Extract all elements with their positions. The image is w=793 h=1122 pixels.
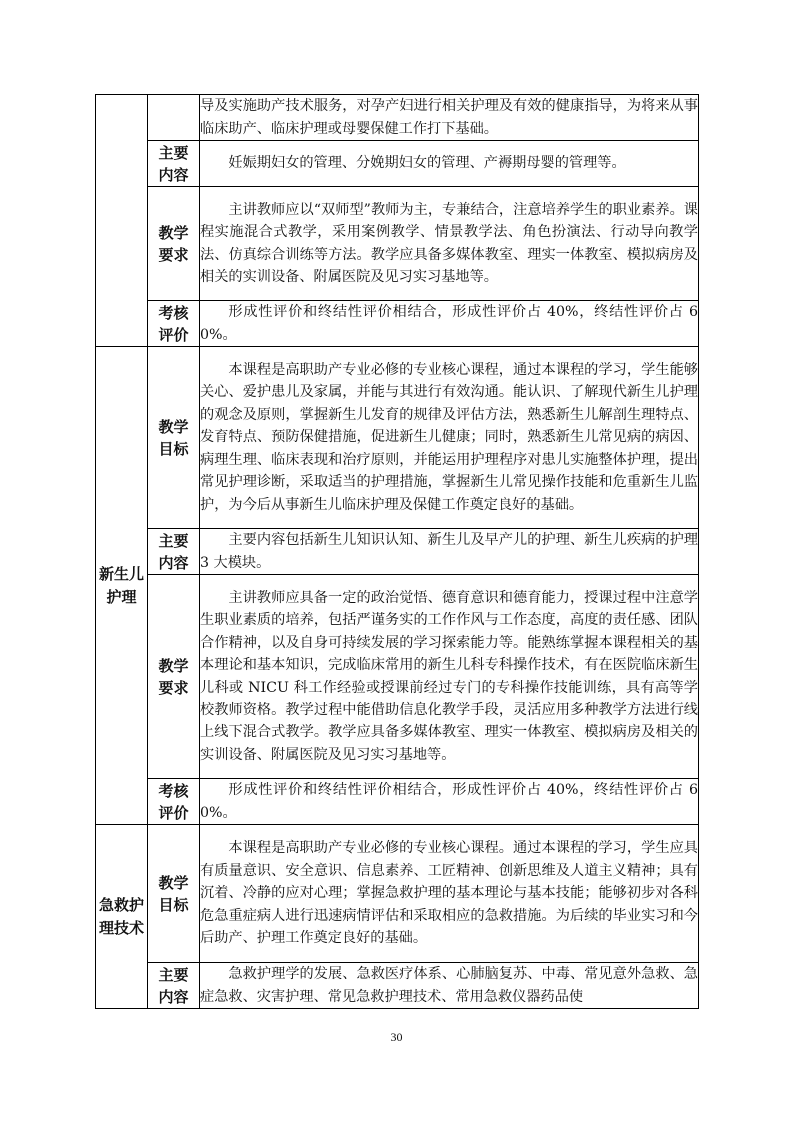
content-cell bbox=[200, 825, 699, 963]
aspect-cell bbox=[148, 825, 200, 963]
content-text: 妊娠期妇女的管理、分娩期妇女的管理、产褥期母婴的管理等。 bbox=[228, 155, 626, 172]
aspect-label: 教学 bbox=[158, 656, 189, 675]
aspect-label: 内容 bbox=[158, 553, 189, 572]
aspect-cell bbox=[148, 529, 200, 575]
aspect-label: 目标 bbox=[158, 439, 189, 458]
content-text: 主要内容包括新生儿知识认知、新生儿及早产儿的护理、新生儿疾病的护理 3 大模块。 bbox=[200, 532, 698, 571]
table-row bbox=[96, 575, 699, 779]
content-text: 主讲教师应具备一定的政治觉悟、德育意识和德育能力，授课过程中注意学生职业素质的培养，包括严谨务实的工作作风与工作态度，高度的责任感、团队合作精神，以及自身可持续发展的学习探索能力等。能熟练掌握本课程相关的基本理论和基本知识，完成临床常用的新生儿科专科操作技术，有在医院临床新生儿科或 NICU 科工作经验或授课前经过专门的专科操作技能训练，具有高等学校教师资格。教学过程中能借助信息化教学手段，灵活应用多种教学方法进行线上线下混合式教学。教学应具备多媒体教室、理实一体教室、模拟病房及相关的实训设备、附属医院及见习实习基地等。 bbox=[200, 589, 698, 763]
content-text: 形成性评价和终结性评价相结合，形成性评价占 40%，终结性评价占 60%。 bbox=[200, 782, 698, 821]
aspect-cell bbox=[148, 141, 200, 187]
page-number: 30 bbox=[390, 1030, 403, 1044]
course-name-cell bbox=[96, 95, 148, 347]
content-text: 本课程是高职助产专业必修的专业核心课程。通过本课程的学习，学生应具有质量意识、安全意识、信息素养、工匠精神、创新思维及人道主义精神；具有沉着、冷静的应对心理；掌握急救护理的基本理论与基本技能；能够初步对各科危急重症病人进行迅速病情评估和采取相应的急救措施。为后续的毕业实习和今后助产、护理工作奠定良好的基础。 bbox=[200, 840, 698, 947]
table-row bbox=[96, 825, 699, 963]
table-row bbox=[96, 529, 699, 575]
aspect-label: 教学 bbox=[158, 223, 189, 242]
table-row bbox=[96, 141, 699, 187]
content-cell bbox=[200, 187, 699, 301]
content-cell bbox=[200, 95, 699, 141]
content-text: 导及实施助产技术服务，对孕产妇进行相关护理及有效的健康指导，为将来从事临床助产、临床护理或母婴保健工作打下基础。 bbox=[200, 98, 698, 137]
content-cell bbox=[200, 575, 699, 779]
table-row bbox=[96, 187, 699, 301]
aspect-label: 主要 bbox=[158, 143, 189, 162]
aspect-label: 评价 bbox=[158, 325, 189, 344]
aspect-cell bbox=[148, 187, 200, 301]
aspect-label: 内容 bbox=[158, 165, 189, 184]
aspect-label: 要求 bbox=[158, 245, 189, 264]
aspect-label: 内容 bbox=[158, 987, 189, 1006]
aspect-cell bbox=[148, 963, 200, 1009]
aspect-cell bbox=[148, 347, 200, 529]
table-row bbox=[96, 301, 699, 347]
curriculum-table bbox=[95, 94, 699, 1009]
table-row bbox=[96, 779, 699, 825]
content-text: 急救护理学的发展、急救医疗体系、心肺脑复苏、中毒、常见意外急救、急症急救、灾害护理、常见急救护理技术、常用急救仪器药品使 bbox=[200, 966, 698, 1005]
content-cell bbox=[200, 141, 699, 187]
aspect-cell bbox=[148, 301, 200, 347]
aspect-cell bbox=[148, 779, 200, 825]
content-cell bbox=[200, 347, 699, 529]
course-name-cell: 急救护理技术 bbox=[96, 825, 148, 1009]
aspect-label: 要求 bbox=[158, 678, 189, 697]
aspect-label: 教学 bbox=[158, 873, 189, 892]
aspect-label: 主要 bbox=[158, 965, 189, 984]
aspect-label: 教学 bbox=[158, 417, 189, 436]
course-name-cell: 新生儿护理 bbox=[96, 347, 148, 825]
aspect-label: 评价 bbox=[158, 803, 189, 822]
table-row bbox=[96, 963, 699, 1009]
aspect-label: 目标 bbox=[158, 895, 189, 914]
aspect-cell bbox=[148, 575, 200, 779]
aspect-label: 考核 bbox=[158, 303, 189, 322]
content-text: 本课程是高职助产专业必修的专业核心课程，通过本课程的学习，学生能够关心、爱护患儿及家属，并能与其进行有效沟通。能认识、了解现代新生儿护理的观念及原则，掌握新生儿发育的规律及评估方法，熟悉新生儿解剖生理特点、发育特点、预防保健措施，促进新生儿健康；同时，熟悉新生儿常见病的病因、病理生理、临床表现和治疗原则，并能运用护理程序对患儿实施整体护理，提出常见护理诊断，采取适当的护理措施，掌握新生儿常见操作技能和危重新生儿监护，为今后从事新生儿临床护理及保健工作奠定良好的基础。 bbox=[200, 362, 698, 513]
aspect-label: 主要 bbox=[158, 531, 189, 550]
content-cell bbox=[200, 963, 699, 1009]
table-row bbox=[96, 347, 699, 529]
content-text: 主讲教师应以“双师型”教师为主，专兼结合，注意培养学生的职业素养。课程实施混合式教学，采用案例教学、情景教学法、角色扮演法、行动导向教学法、仿真综合训练等方法。教学应具备多媒体教室、理实一体教室、模拟病房及相关的实训设备、附属医院及见习实习基地等。 bbox=[200, 201, 698, 285]
table-row bbox=[96, 95, 699, 141]
aspect-cell bbox=[148, 95, 200, 141]
content-cell bbox=[200, 779, 699, 825]
content-text: 形成性评价和终结性评价相结合，形成性评价占 40%，终结性评价占 60%。 bbox=[200, 304, 698, 343]
aspect-label: 考核 bbox=[158, 781, 189, 800]
content-cell bbox=[200, 301, 699, 347]
content-cell bbox=[200, 529, 699, 575]
